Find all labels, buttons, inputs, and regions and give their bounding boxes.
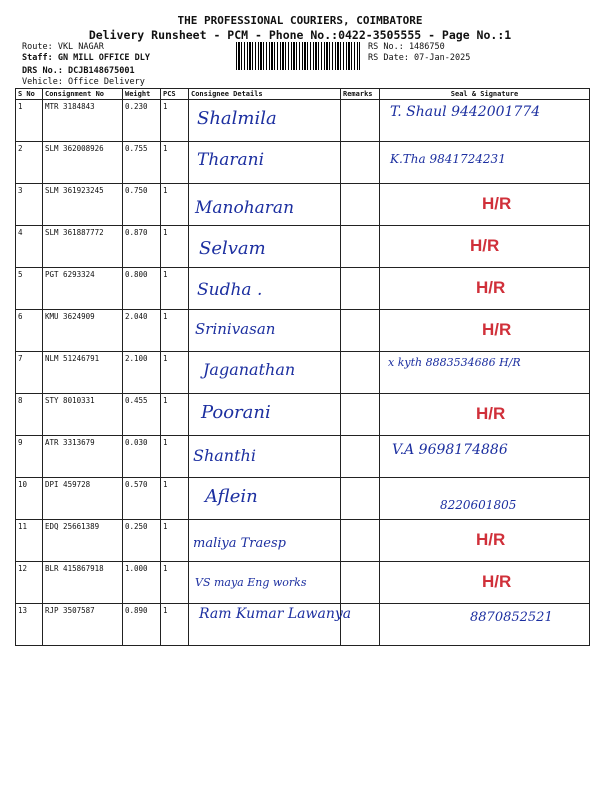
row-pcs: 1 — [161, 394, 189, 436]
row-consignee — [189, 310, 341, 352]
row-pcs: 1 — [161, 604, 189, 646]
hr-stamp: H/R — [482, 194, 512, 213]
row-consignee — [189, 100, 341, 142]
row-seal-signature — [380, 562, 590, 604]
row-seal-signature — [380, 604, 590, 646]
row-sno: 1 — [16, 100, 43, 142]
row-remarks — [341, 436, 380, 478]
table-row — [16, 226, 590, 268]
col-sno: S No — [16, 89, 43, 100]
row-sno: 6 — [16, 310, 43, 352]
row-remarks — [341, 352, 380, 394]
drs-number: DRS No.: DCJB148675001 — [22, 66, 135, 76]
row-consignment: STY 8010331 — [43, 394, 123, 436]
col-remarks: Remarks — [341, 89, 380, 100]
row-weight: 0.755 — [123, 142, 161, 184]
handwritten-signature: V.A 9698174886 — [392, 442, 508, 458]
handwritten-name: maliya Traesp — [193, 536, 286, 551]
row-consignment: SLM 362008926 — [43, 142, 123, 184]
table-row — [16, 310, 590, 352]
col-weight: Weight — [123, 89, 161, 100]
table-row — [16, 478, 590, 520]
row-seal-signature — [380, 226, 590, 268]
row-consignee — [189, 142, 341, 184]
row-pcs: 1 — [161, 478, 189, 520]
route-label: Route: VKL NAGAR — [22, 42, 104, 52]
row-consignee — [189, 268, 341, 310]
row-sno: 4 — [16, 226, 43, 268]
row-consignment: SLM 361923245 — [43, 184, 123, 226]
handwritten-name: Tharani — [197, 150, 265, 170]
handwritten-name: VS maya Eng works — [195, 576, 307, 589]
row-pcs: 1 — [161, 184, 189, 226]
row-sno: 8 — [16, 394, 43, 436]
row-weight: 0.030 — [123, 436, 161, 478]
handwritten-name: Sudha . — [197, 280, 263, 300]
row-consignment: BLR 415867918 — [43, 562, 123, 604]
row-consignment: PGT 6293324 — [43, 268, 123, 310]
table-row — [16, 268, 590, 310]
handwritten-name: Aflein — [205, 486, 258, 507]
row-remarks — [341, 394, 380, 436]
row-seal-signature — [380, 478, 590, 520]
row-sno: 10 — [16, 478, 43, 520]
row-weight: 0.750 — [123, 184, 161, 226]
rs-number: RS No.: 1486750 — [368, 42, 445, 52]
row-weight: 0.870 — [123, 226, 161, 268]
row-seal-signature — [380, 520, 590, 562]
col-seal: Seal & Signature — [380, 89, 590, 100]
rs-date: RS Date: 07-Jan-2025 — [368, 53, 471, 63]
handwritten-name: Poorani — [201, 402, 271, 423]
hr-stamp: H/R — [482, 572, 512, 591]
row-seal-signature — [380, 310, 590, 352]
row-pcs: 1 — [161, 310, 189, 352]
handwritten-name: Selvam — [199, 238, 266, 259]
row-weight: 2.100 — [123, 352, 161, 394]
row-consignee — [189, 604, 352, 646]
row-remarks — [341, 142, 380, 184]
row-consignee — [189, 226, 341, 268]
handwritten-signature: 8870852521 — [470, 610, 553, 625]
row-pcs: 1 — [161, 100, 189, 142]
handwritten-signature: T. Shaul 9442001774 — [390, 104, 541, 120]
row-seal-signature — [380, 352, 590, 394]
staff-label: Staff: GN MILL OFFICE DLY — [22, 53, 150, 63]
row-consignment: NLM 51246791 — [43, 352, 123, 394]
runsheet-subtitle: Delivery Runsheet - PCM - Phone No.:0422-3505555 - Page No.:1 — [88, 28, 512, 42]
row-consignee — [189, 394, 341, 436]
row-remarks — [341, 226, 380, 268]
row-consignment: EDQ 25661389 — [43, 520, 123, 562]
row-remarks — [341, 562, 380, 604]
hr-stamp: H/R — [476, 404, 506, 423]
handwritten-name: Ram Kumar Lawanya — [199, 606, 352, 622]
row-consignee — [189, 520, 341, 562]
col-consignee: Consignee Details — [189, 89, 341, 100]
row-remarks — [341, 184, 380, 226]
handwritten-name: Shanthi — [193, 446, 256, 465]
row-remarks — [341, 478, 380, 520]
company-title: THE PROFESSIONAL COURIERS, COIMBATORE — [177, 14, 423, 27]
col-consignment: Consignment No — [43, 89, 123, 100]
runsheet-table — [15, 88, 590, 646]
handwritten-name: Jaganathan — [203, 360, 296, 379]
row-weight: 0.890 — [123, 604, 161, 646]
vehicle-label: Vehicle: Office Delivery — [22, 77, 145, 87]
handwritten-signature: K.Tha 9841724231 — [390, 152, 506, 166]
row-pcs: 1 — [161, 352, 189, 394]
table-row — [16, 100, 590, 142]
row-consignment: KMU 3624909 — [43, 310, 123, 352]
row-consignee — [189, 352, 341, 394]
row-pcs: 1 — [161, 142, 189, 184]
row-consignment: ATR 3313679 — [43, 436, 123, 478]
table-row — [16, 394, 590, 436]
row-sno: 5 — [16, 268, 43, 310]
row-remarks — [341, 604, 380, 646]
row-remarks — [341, 268, 380, 310]
row-pcs: 1 — [161, 520, 189, 562]
row-weight: 0.250 — [123, 520, 161, 562]
hr-stamp: H/R — [476, 530, 506, 549]
row-pcs: 1 — [161, 436, 189, 478]
row-consignee — [189, 184, 341, 226]
table-row — [16, 562, 590, 604]
row-seal-signature — [380, 100, 590, 142]
row-sno: 13 — [16, 604, 43, 646]
row-seal-signature — [380, 436, 590, 478]
handwritten-signature: x kyth 8883534686 H/R — [388, 356, 521, 369]
row-pcs: 1 — [161, 226, 189, 268]
row-sno: 3 — [16, 184, 43, 226]
handwritten-name: Srinivasan — [195, 320, 276, 338]
row-seal-signature — [380, 268, 590, 310]
row-weight: 2.040 — [123, 310, 161, 352]
table-row — [16, 352, 590, 394]
row-weight: 0.455 — [123, 394, 161, 436]
row-sno: 2 — [16, 142, 43, 184]
row-weight: 0.570 — [123, 478, 161, 520]
row-consignee — [189, 436, 341, 478]
table-row — [16, 520, 590, 562]
hr-stamp: H/R — [476, 278, 506, 297]
table-row — [16, 604, 590, 646]
row-sno: 7 — [16, 352, 43, 394]
table-header-row — [16, 89, 590, 100]
row-consignee — [189, 562, 341, 604]
row-remarks — [341, 520, 380, 562]
row-consignment: RJP 3507587 — [43, 604, 123, 646]
hr-stamp: H/R — [482, 320, 512, 339]
row-pcs: 1 — [161, 562, 189, 604]
row-seal-signature — [380, 142, 590, 184]
handwritten-name: Manoharan — [195, 198, 295, 218]
row-seal-signature — [380, 394, 590, 436]
row-remarks — [341, 100, 380, 142]
row-consignment: DPI 459728 — [43, 478, 123, 520]
row-consignee — [189, 478, 341, 520]
row-consignment: MTR 3184843 — [43, 100, 123, 142]
handwritten-name: Shalmila — [197, 108, 277, 129]
row-sno: 12 — [16, 562, 43, 604]
table-row — [16, 184, 590, 226]
row-consignment: SLM 361887772 — [43, 226, 123, 268]
row-weight: 0.230 — [123, 100, 161, 142]
table-row — [16, 142, 590, 184]
row-seal-signature — [380, 184, 590, 226]
barcode-image — [236, 42, 360, 70]
row-sno: 9 — [16, 436, 43, 478]
col-pcs: PCS — [161, 89, 189, 100]
hr-stamp: H/R — [470, 236, 500, 255]
row-remarks — [341, 310, 380, 352]
row-weight: 1.000 — [123, 562, 161, 604]
row-pcs: 1 — [161, 268, 189, 310]
row-sno: 11 — [16, 520, 43, 562]
handwritten-signature: 8220601805 — [440, 498, 517, 512]
table-row — [16, 436, 590, 478]
row-weight: 0.800 — [123, 268, 161, 310]
